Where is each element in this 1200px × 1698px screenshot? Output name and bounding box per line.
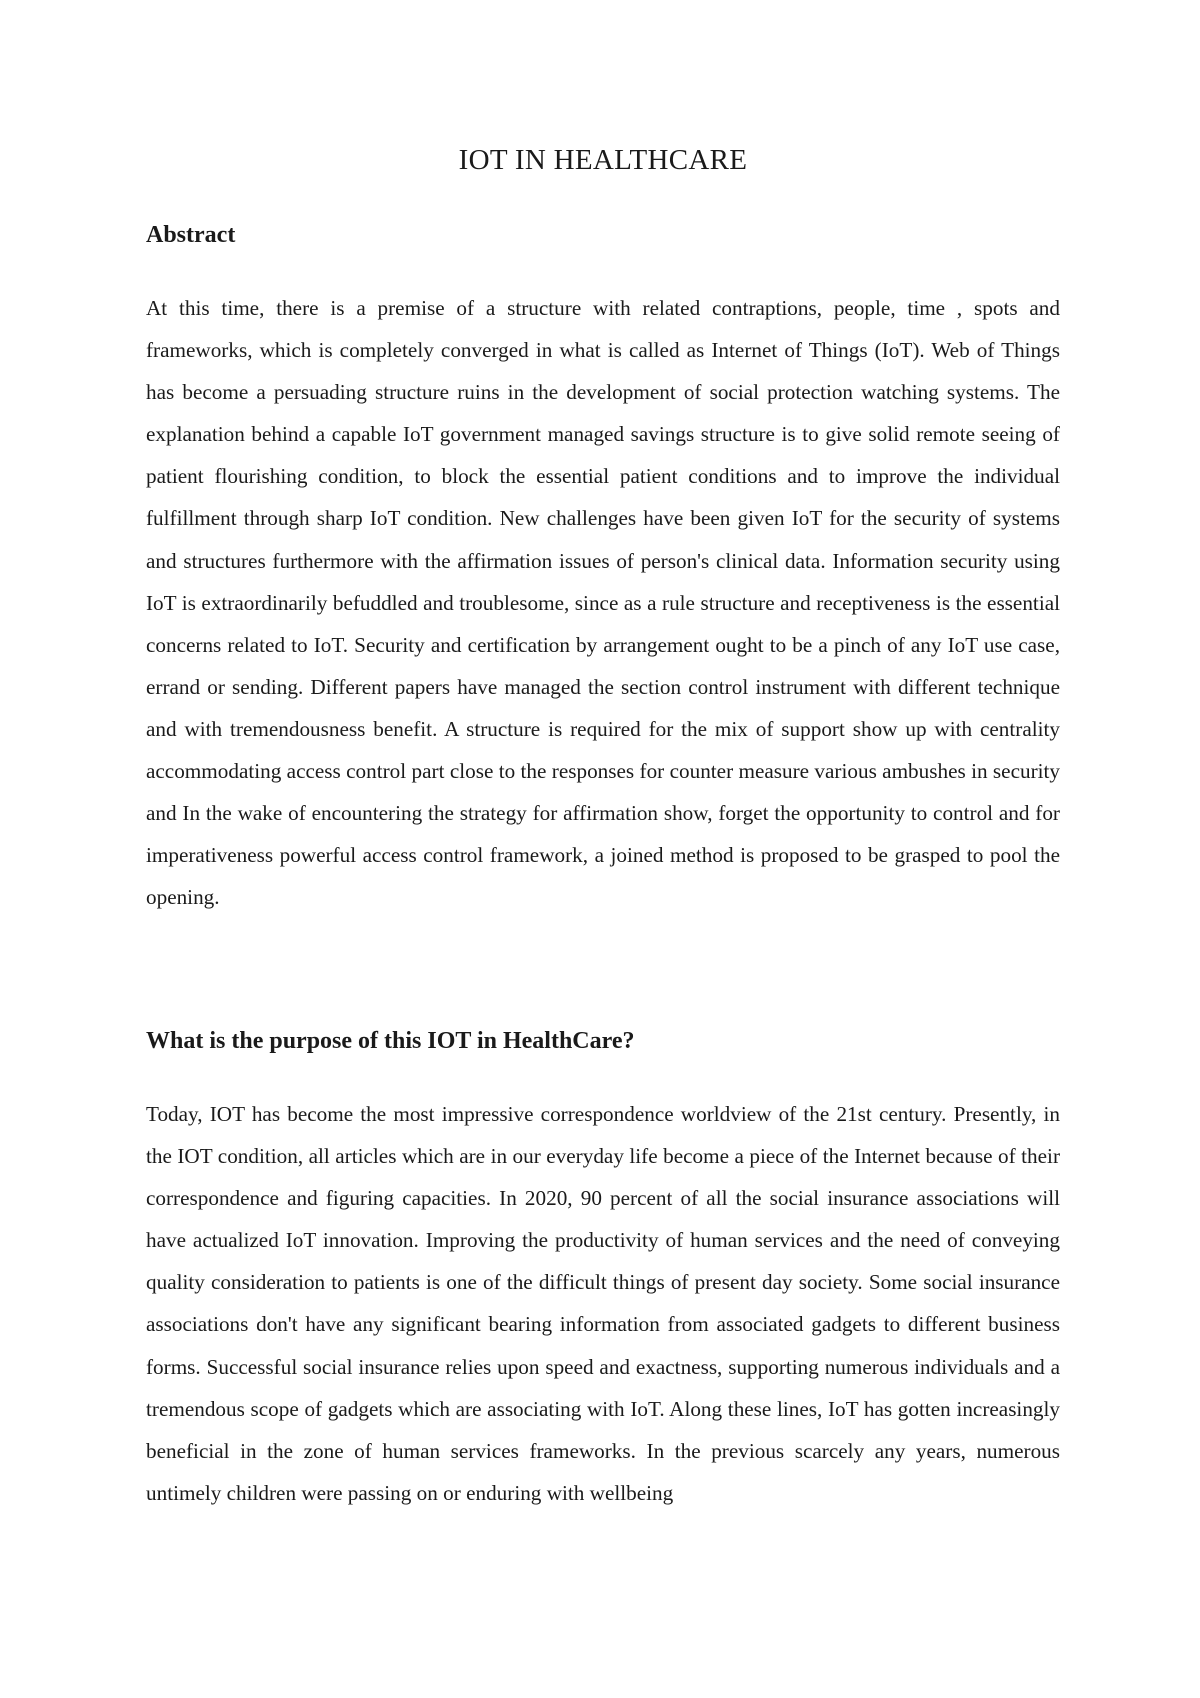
abstract-heading: Abstract [146,222,236,248]
abstract-paragraph: At this time, there is a premise of a structure with related contraptions, people, time , spots and frameworks, which is completely converged in what is called as Internet of Things (IoT). Web of Things has become a persuading structure ruins in the development of social protection watching systems. The explanation behind a capable IoT government managed savings structure is to give solid remote seeing of patient flourishing condition, to block the essential patient conditions and to improve the individual fulfillment through sharp IoT condition. New challenges have been given IoT for the security of systems and structures furthermore with the affirmation issues of person's clinical data. Information security using IoT is extraordinarily befuddled and troublesome, since as a rule structure and receptiveness is the essential concerns related to IoT. Security and certification by arrangement ought to be a pinch of any IoT use case, errand or sending. Different papers have managed the section control instrument with different technique and with tremendousness benefit. A structure is required for the mix of support show up with centrality accommodating access control part close to the responses for counter measure various ambushes in security and In the wake of encountering the strategy for affirmation show, forget the opportunity to control and for imperativeness powerful access control framework, a joined method is proposed to be grasped to pool the opening. [146,296,1060,910]
document-title: IOT IN HEALTHCARE [458,144,748,176]
purpose-heading: What is the purpose of this IOT in HealthCare? [146,1028,635,1054]
purpose-paragraph: Today, IOT has become the most impressive correspondence worldview of the 21st century. Presently, in the IOT condition, all articles which are in our everyday life become a piece of the Internet because of their correspondence and figuring capacities. In 2020, 90 percent of all the social insurance associations will have actualized IoT innovation. Improving the productivity of human services and the need of conveying quality consideration to patients is one of the difficult things of present day society. Some social insurance associations don't have any significant bearing information from associated gadgets to different business forms. Successful social insurance relies upon speed and exactness, supporting numerous individuals and a tremendous scope of gadgets which are associating with IoT. Along these lines, IoT has gotten increasingly beneficial in the zone of human services frameworks. In the previous scarcely any years, numerous untimely children were passing on or enduring with wellbeing [146,1102,1060,1505]
